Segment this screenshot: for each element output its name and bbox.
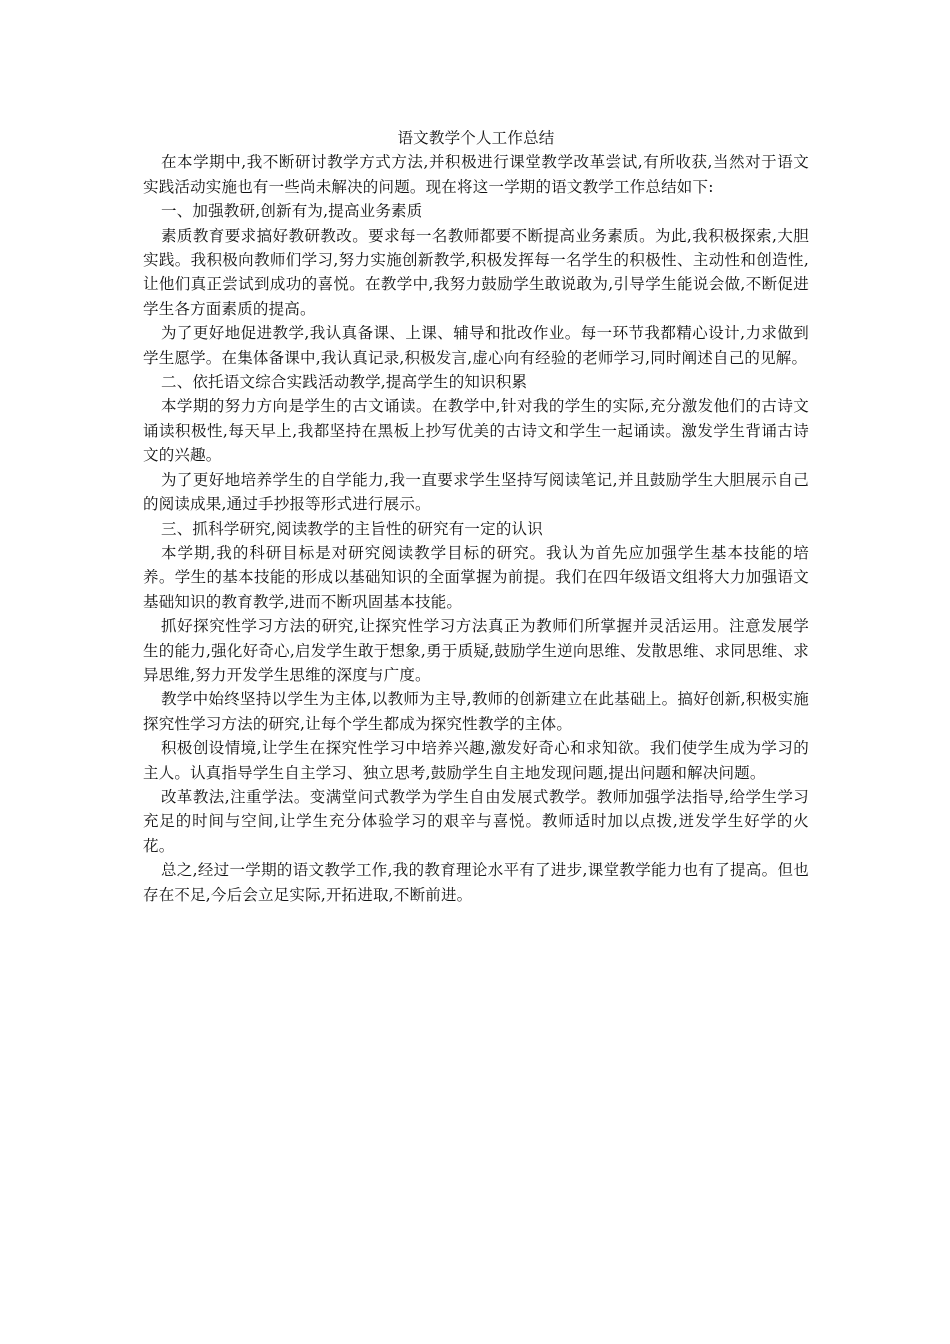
paragraph: 为了更好地促进教学,我认真备课、上课、辅导和批改作业。每一环节我都精心设计,力求做到学生愿学。在集体备课中,我认真记录,积极发言,虚心向有经验的老师学习,同时阐述自己的见解。: [143, 324, 809, 367]
paragraph: 本学期的努力方向是学生的古文诵读。在教学中,针对我的学生的实际,充分激发他们的古诗文诵读积极性,每天早上,我都坚持在黑板上抄写优美的古诗文和学生一起诵读。激发学生背诵古诗文的兴趣。: [143, 397, 809, 465]
document-title: 语文教学个人工作总结: [397, 129, 555, 147]
paragraph-intro: 在本学期中,我不断研讨教学方式方法,并积极进行课堂教学改革尝试,有所收获,当然对于语文实践活动实施也有一些尚未解决的问题。现在将这一学期的语文教学工作总结如下:: [143, 153, 809, 196]
paragraph-conclusion: 总之,经过一学期的语文教学工作,我的教育理论水平有了进步,课堂教学能力也有了提高。但也存在不足,今后会立足实际,开拓进取,不断前进。: [143, 861, 809, 904]
paragraph: 为了更好地培养学生的自学能力,我一直要求学生坚持写阅读笔记,并且鼓励学生大胆展示自己的阅读成果,通过手抄报等形式进行展示。: [143, 470, 809, 514]
section-heading-1: 一、加强教研,创新有为,提高业务素质: [161, 202, 423, 221]
paragraph: 改革教法,注重学法。变满堂问式教学为学生自由发展式教学。教师加强学法指导,给学生学习充足的时间与空间,让学生充分体验学习的艰辛与喜悦。教师适时加以点拨,迸发学生好学的火花。: [143, 787, 809, 855]
paragraph: 本学期,我的科研目标是对研究阅读教学目标的研究。我认为首先应加强学生基本技能的培养。学生的基本技能的形成以基础知识的全面掌握为前提。我们在四年级语文组将大力加强语文基础知识的教育教学,进而不断巩固基本技能。: [143, 543, 809, 611]
paragraph: 教学中始终坚持以学生为主体,以教师为主导,教师的创新建立在此基础上。搞好创新,积极实施探究性学习方法的研究,让每个学生都成为探究性教学的主体。: [143, 690, 809, 733]
section-heading-2: 二、依托语文综合实践活动教学,提高学生的知识积累: [161, 373, 528, 392]
paragraph: 素质教育要求搞好教研教改。要求每一名教师都要不断提高业务素质。为此,我积极探索,大胆实践。我积极向教师们学习,努力实施创新教学,积极发挥每一名学生的积极性、主动性和创造性,让他们真正尝试到成功的喜悦。在教学中,我努力鼓励学生敢说敢为,引导学生能说会做,不断促进学生各方面素质的提高。: [143, 226, 809, 318]
paragraph: 抓好探究性学习方法的研究,让探究性学习方法真正为教师们所掌握并灵活运用。注意发展学生的能力,强化好奇心,启发学生敢于想象,勇于质疑,鼓励学生逆向思维、发散思维、求同思维、求异思维,努力开发学生思维的深度与广度。: [143, 617, 809, 684]
document-page: [143, 126, 809, 907]
paragraph: 积极创设情境,让学生在探究性学习中培养兴趣,激发好奇心和求知欲。我们使学生成为学习的主人。认真指导学生自主学习、独立思考,鼓励学生自主地发现问题,提出问题和解决问题。: [143, 739, 809, 782]
section-heading-3: 三、抓科学研究,阅读教学的主旨性的研究有一定的认识: [161, 519, 543, 538]
